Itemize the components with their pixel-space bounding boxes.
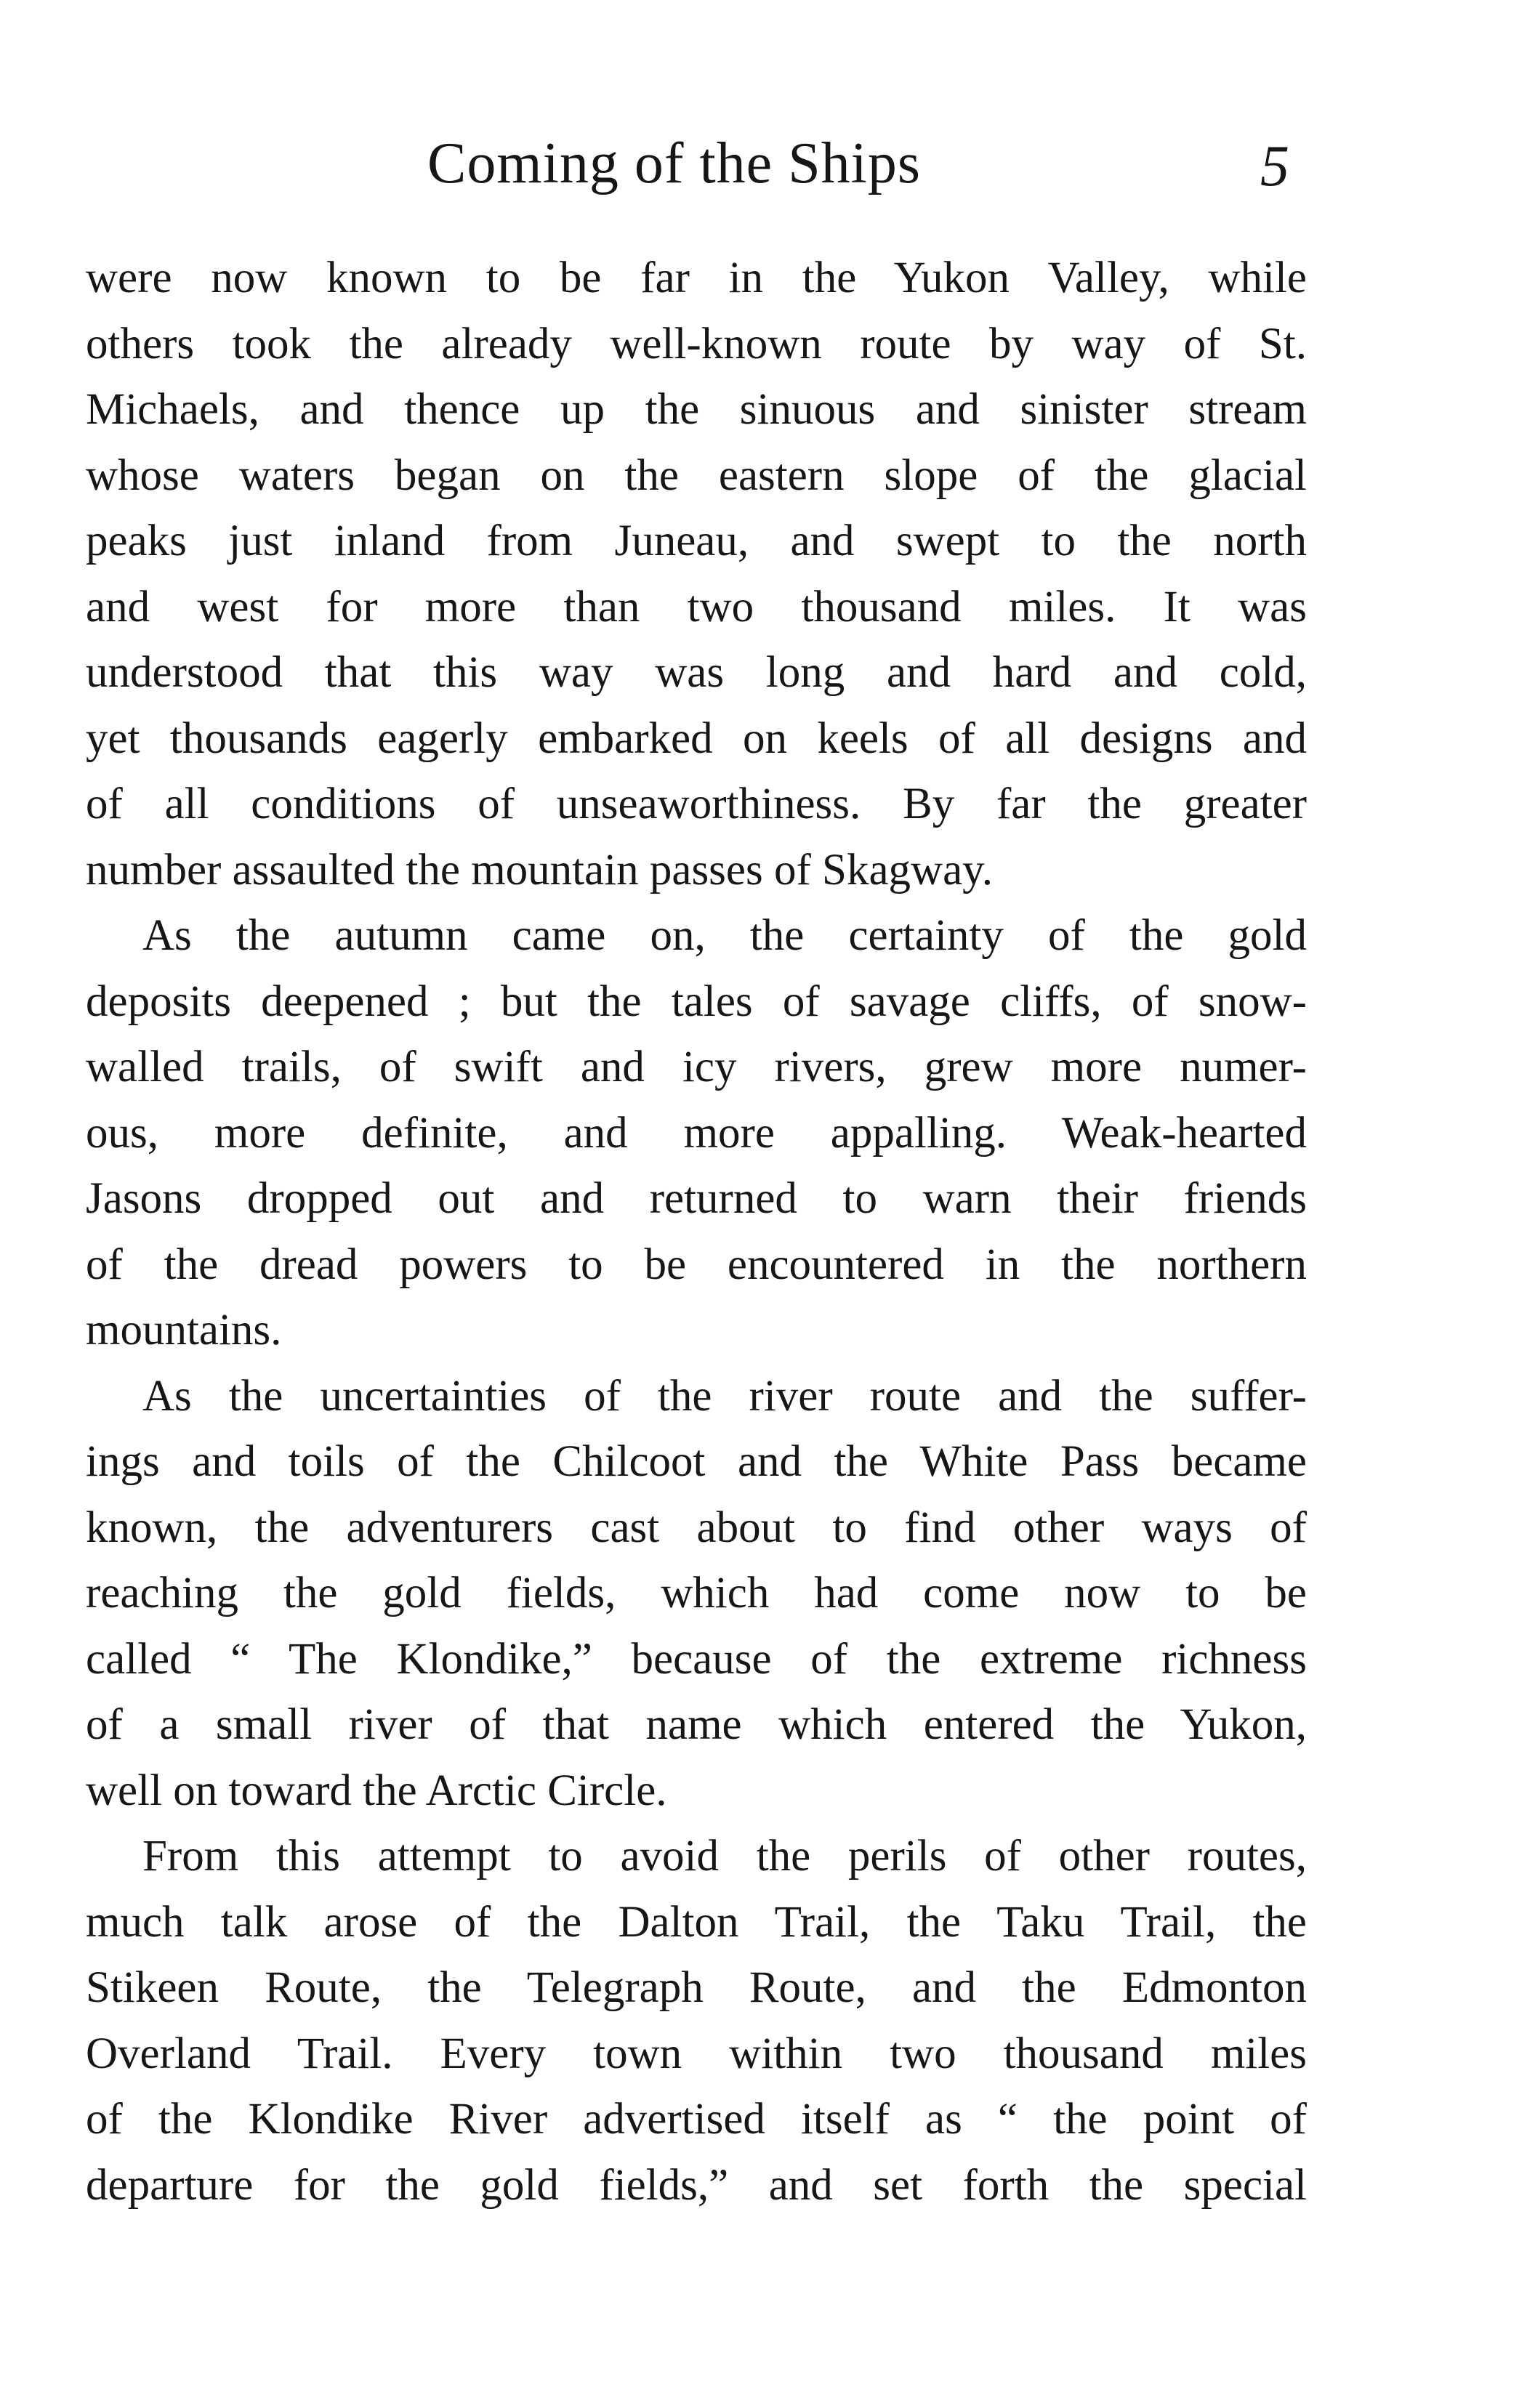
- text-line: much talk arose of the Dalton Trail, the Taku Trail, the: [86, 1897, 1307, 1947]
- text-line: mountains.: [86, 1306, 282, 1354]
- body-text: [86, 246, 1307, 2218]
- running-header: [86, 124, 1307, 211]
- text-line: called “ The Klondike,” because of the extreme richness: [86, 1634, 1307, 1684]
- text-line: well on toward the Arctic Circle.: [86, 1766, 667, 1815]
- text-line: understood that this way was long and hard and cold,: [86, 648, 1307, 697]
- text-line: and west for more than two thousand miles. It was: [86, 582, 1307, 631]
- text-line: known, the adventurers cast about to find other ways of: [86, 1503, 1307, 1552]
- paragraph: [86, 246, 1307, 903]
- text-line: were now known to be far in the Yukon Valley, while: [86, 254, 1307, 302]
- text-line: of a small river of that name which entered the Yukon,: [86, 1700, 1307, 1749]
- text-line: of all conditions of unseaworthiness. By far the greater: [86, 780, 1307, 828]
- text-line: Overland Trail. Every town within two thousand miles: [86, 2029, 1307, 2078]
- running-title: Coming of the Ships: [427, 132, 922, 195]
- paragraph: [86, 1364, 1307, 1825]
- text-line: ous, more definite, and more appalling. Weak-hearted: [86, 1108, 1307, 1157]
- text-line: From this attempt to avoid the perils of other routes,: [142, 1832, 1307, 1880]
- page-number: 5: [1260, 134, 1289, 198]
- text-line: deposits deepened ; but the tales of savage cliffs, of snow-: [86, 977, 1307, 1026]
- text-line: of the Klondike River advertised itself as “ the point of: [86, 2095, 1307, 2144]
- text-line: Jasons dropped out and returned to warn their friends: [86, 1174, 1307, 1223]
- text-line: reaching the gold fields, which had come now to be: [86, 1569, 1307, 1617]
- text-line: number assaulted the mountain passes of Skagway.: [86, 845, 993, 894]
- paragraph: [86, 1824, 1307, 2218]
- text-line: whose waters began on the eastern slope of the glacial: [86, 451, 1307, 500]
- text-line: As the autumn came on, the certainty of the gold: [142, 911, 1307, 960]
- text-line: others took the already well-known route by way of St.: [86, 319, 1307, 368]
- paragraph: [86, 903, 1307, 1364]
- text-line: As the uncertainties of the river route and the suffer-: [142, 1371, 1307, 1421]
- text-line: ings and toils of the Chilcoot and the White Pass became: [86, 1437, 1307, 1486]
- text-line: Stikeen Route, the Telegraph Route, and the Edmonton: [86, 1963, 1307, 2012]
- text-line: yet thousands eagerly embarked on keels of all designs and: [86, 714, 1307, 763]
- text-line: walled trails, of swift and icy rivers, grew more numer-: [86, 1043, 1307, 1091]
- text-line: Michaels, and thence up the sinuous and sinister stream: [86, 385, 1307, 434]
- text-line: departure for the gold fields,” and set forth the special: [86, 2160, 1307, 2210]
- text-line: of the dread powers to be encountered in the northern: [86, 1240, 1307, 1289]
- text-line: peaks just inland from Juneau, and swept to the north: [86, 517, 1307, 565]
